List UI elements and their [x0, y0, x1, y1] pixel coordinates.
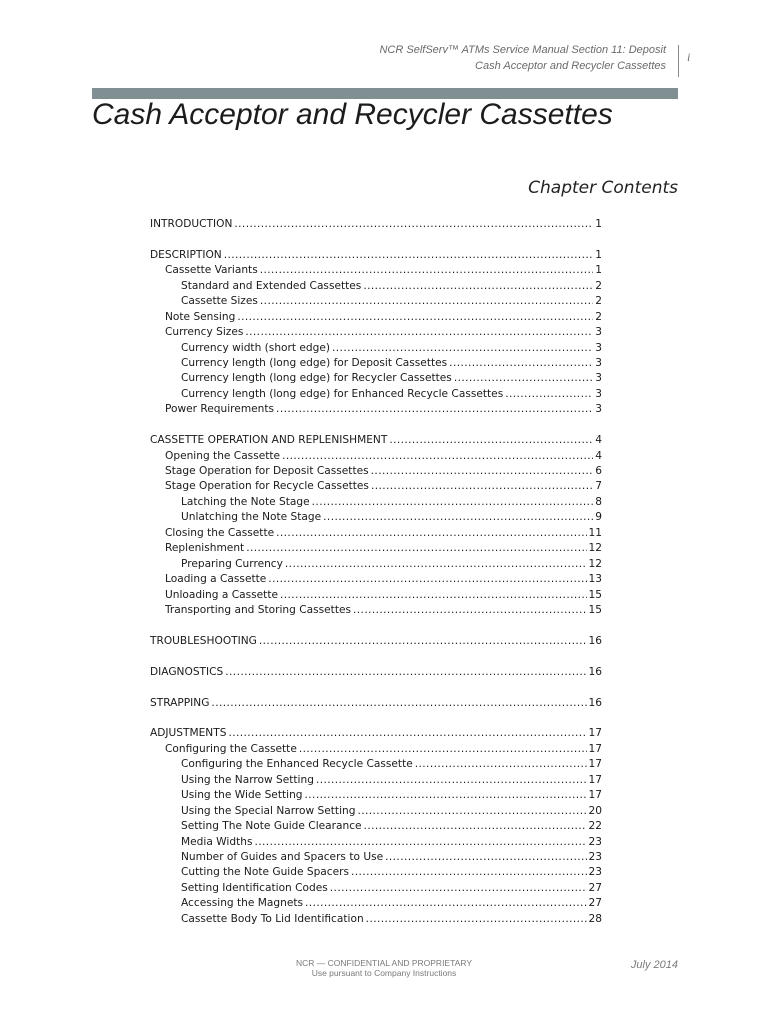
- toc-entry-page: 4: [595, 434, 602, 447]
- toc-entry[interactable]: [150, 573, 602, 588]
- toc-entry-title: Replenishment: [165, 542, 245, 555]
- toc-dot-leader: [305, 789, 587, 801]
- toc-dot-leader: [276, 527, 586, 539]
- toc-entry-title: Setting Identification Codes: [181, 881, 328, 894]
- toc-entry[interactable]: [150, 851, 602, 866]
- toc-entry-page: 20: [588, 804, 602, 817]
- toc-entry-title: Opening the Cassette: [165, 449, 281, 462]
- toc-entry-title: Closing the Cassette: [165, 526, 275, 539]
- toc-entry-page: 3: [595, 341, 602, 354]
- chapter-contents-heading: Chapter Contents: [528, 178, 678, 198]
- toc-dot-leader: [371, 480, 593, 492]
- toc-dot-leader: [330, 882, 587, 894]
- toc-entry[interactable]: [150, 774, 602, 789]
- toc-entry-title: Loading a Cassette: [165, 573, 267, 586]
- toc-dot-leader: [260, 295, 593, 307]
- toc-entry-page: 12: [588, 557, 602, 570]
- toc-entry-page: 6: [595, 465, 602, 477]
- toc-entry-title: DIAGNOSTICS: [150, 665, 224, 678]
- toc-entry[interactable]: [150, 342, 602, 357]
- footer-line-2: Use pursuant to Company Instructions: [311, 968, 457, 978]
- header-line-1: NCR SelfServ™ ATMs Service Manual Section 11: Deposit: [379, 44, 666, 56]
- toc-dot-leader: [449, 357, 593, 369]
- toc-entry-page: 13: [588, 573, 602, 586]
- toc-entry-page: 16: [588, 665, 602, 678]
- toc-entry-title: Cassette Sizes: [181, 295, 258, 308]
- toc-entry-title: Stage Operation for Recycle Cassettes: [165, 480, 369, 493]
- toc-dot-leader: [305, 897, 586, 909]
- toc-dot-leader: [254, 836, 586, 848]
- toc-dot-leader: [351, 866, 587, 878]
- toc-entry[interactable]: [150, 604, 602, 619]
- toc-entry-page: 1: [595, 264, 602, 277]
- toc-entry[interactable]: [150, 758, 602, 773]
- toc-dot-leader: [505, 388, 593, 400]
- toc-entry-page: 28: [588, 912, 602, 925]
- toc-entry[interactable]: [150, 511, 602, 526]
- toc-entry-page: 2: [595, 310, 602, 323]
- toc-entry[interactable]: [150, 388, 602, 403]
- toc-entry-page: 8: [595, 495, 602, 508]
- toc-entry-title: CASSETTE OPERATION AND REPLENISHMENT: [150, 434, 388, 447]
- toc-entry-title: Configuring the Cassette: [165, 742, 297, 755]
- toc-entry-page: 15: [588, 603, 602, 616]
- toc-entry[interactable]: [150, 897, 602, 912]
- toc-entry-page: 3: [595, 326, 602, 339]
- toc-entry[interactable]: [150, 789, 602, 804]
- toc-entry-title: Currency width (short edge): [181, 341, 331, 354]
- toc-dot-leader: [357, 805, 586, 817]
- toc-entry-page: 23: [588, 866, 602, 879]
- toc-entry-page: 2: [595, 279, 602, 292]
- toc-spacer: [150, 650, 602, 665]
- footer-date: July 2014: [630, 959, 678, 971]
- toc-entry-title: Accessing the Magnets: [181, 897, 304, 910]
- toc-entry[interactable]: [150, 496, 602, 511]
- header-page-number: i: [687, 50, 691, 64]
- toc-entry[interactable]: [150, 311, 602, 326]
- toc-dot-leader: [246, 542, 586, 554]
- toc-entry-title: Unloading a Cassette: [165, 588, 278, 601]
- toc-dot-leader: [299, 743, 587, 755]
- toc-entry[interactable]: [150, 295, 602, 310]
- toc-entry[interactable]: [150, 280, 602, 295]
- toc-entry-page: 3: [595, 372, 602, 385]
- toc-entry-title: STRAPPING: [150, 696, 210, 709]
- toc-dot-leader: [237, 311, 593, 323]
- toc-dot-leader: [268, 573, 586, 585]
- toc-entry-page: 1: [595, 218, 602, 230]
- toc-dot-leader: [364, 820, 587, 832]
- toc-entry-title: Cassette Variants: [165, 264, 258, 277]
- toc-entry-title: Power Requirements: [165, 403, 275, 416]
- toc-entry-title: Currency length (long edge) for Enhanced Recycle Cassettes: [181, 387, 504, 400]
- toc-entry-page: 1: [595, 248, 602, 261]
- toc-entry[interactable]: [150, 882, 602, 897]
- toc-entry[interactable]: [150, 866, 602, 881]
- toc-dot-leader: [280, 589, 587, 601]
- toc-entry-page: 27: [588, 897, 602, 910]
- toc-entry-title: Transporting and Storing Cassettes: [165, 603, 352, 616]
- toc-entry[interactable]: [150, 249, 602, 264]
- toc-entry[interactable]: [150, 326, 602, 341]
- toc-entry-page: 17: [588, 742, 602, 755]
- toc-entry[interactable]: [150, 465, 602, 480]
- toc-entry[interactable]: [150, 372, 602, 387]
- toc-entry-title: Unlatching the Note Stage: [181, 511, 322, 524]
- toc-entry-page: 16: [588, 696, 602, 709]
- toc-entry[interactable]: [150, 820, 602, 835]
- toc-entry-page: 9: [595, 511, 602, 524]
- toc-entry-page: 15: [588, 588, 602, 601]
- toc-entry-title: Setting The Note Guide Clearance: [181, 820, 362, 833]
- toc-dot-leader: [276, 403, 593, 415]
- toc-entry[interactable]: [150, 357, 602, 372]
- toc-entry[interactable]: [150, 589, 602, 604]
- toc-entry-title: Preparing Currency: [181, 557, 283, 570]
- toc-dot-leader: [366, 913, 587, 925]
- toc-entry[interactable]: [150, 913, 602, 928]
- toc-entry-title: Currency length (long edge) for Deposit Cassettes: [181, 356, 448, 369]
- toc-dot-leader: [282, 450, 593, 462]
- toc-dot-leader: [323, 511, 593, 523]
- toc-dot-leader: [385, 851, 586, 863]
- toc-dot-leader: [353, 604, 587, 616]
- toc-entry-page: 3: [595, 403, 602, 416]
- toc-dot-leader: [371, 465, 594, 477]
- toc-entry-page: 23: [588, 835, 602, 848]
- toc-dot-leader: [259, 635, 587, 647]
- toc-entry[interactable]: [150, 403, 602, 418]
- toc-entry-page: 7: [595, 480, 602, 493]
- toc-entry[interactable]: [150, 434, 602, 449]
- toc-dot-leader: [211, 697, 586, 709]
- toc-dot-leader: [312, 496, 594, 508]
- toc-entry[interactable]: [150, 480, 602, 495]
- toc-entry[interactable]: [150, 635, 602, 650]
- toc-entry[interactable]: [150, 558, 602, 573]
- toc-entry-title: Using the Narrow Setting: [181, 773, 314, 786]
- header-divider: [678, 45, 679, 77]
- toc-entry-title: Using the Special Narrow Setting: [181, 804, 356, 817]
- table-of-contents: [150, 218, 602, 928]
- toc-entry-title: Media Widths: [181, 835, 253, 848]
- toc-dot-leader: [363, 280, 593, 292]
- toc-entry-page: 17: [588, 789, 602, 802]
- toc-entry[interactable]: [150, 666, 602, 681]
- toc-entry-page: 11: [588, 526, 602, 539]
- toc-entry-title: Standard and Extended Cassettes: [181, 279, 362, 292]
- toc-dot-leader: [316, 774, 587, 786]
- toc-spacer: [150, 712, 602, 727]
- toc-entry-title: Note Sensing: [165, 310, 236, 323]
- toc-entry[interactable]: [150, 743, 602, 758]
- toc-entry[interactable]: [150, 450, 602, 465]
- toc-entry-title: Using the Wide Setting: [181, 789, 303, 802]
- toc-entry-page: 2: [595, 295, 602, 308]
- toc-spacer: [150, 419, 602, 434]
- toc-entry-title: ADJUSTMENTS: [150, 727, 227, 740]
- toc-entry-page: 17: [588, 758, 602, 771]
- toc-dot-leader: [234, 218, 593, 230]
- toc-entry-page: 12: [588, 542, 602, 555]
- toc-entry[interactable]: [150, 218, 602, 233]
- toc-entry-page: 22: [588, 820, 602, 833]
- toc-spacer: [150, 681, 602, 696]
- toc-dot-leader: [225, 666, 586, 678]
- toc-entry-title: Number of Guides and Spacers to Use: [181, 850, 384, 863]
- toc-entry[interactable]: [150, 697, 602, 712]
- toc-entry-page: 4: [595, 449, 602, 462]
- toc-spacer: [150, 233, 602, 248]
- toc-entry-page: 3: [595, 387, 602, 400]
- toc-entry-title: Currency Sizes: [165, 326, 244, 339]
- toc-entry-title: DESCRIPTION: [150, 248, 222, 261]
- toc-dot-leader: [454, 372, 593, 384]
- toc-entry-page: 17: [588, 727, 602, 740]
- toc-dot-leader: [260, 264, 594, 276]
- toc-entry-title: Configuring the Enhanced Recycle Cassette: [181, 758, 413, 771]
- toc-entry[interactable]: [150, 836, 602, 851]
- toc-entry-page: 17: [588, 773, 602, 786]
- toc-dot-leader: [228, 727, 586, 739]
- toc-dot-leader: [285, 558, 587, 570]
- toc-entry-title: Latching the Note Stage: [181, 495, 310, 508]
- toc-entry-title: TROUBLESHOOTING: [150, 634, 257, 647]
- toc-entry-page: 16: [588, 634, 602, 647]
- toc-entry[interactable]: [150, 542, 602, 557]
- header-line-2: Cash Acceptor and Recycler Cassettes: [475, 60, 666, 72]
- toc-entry[interactable]: [150, 727, 602, 742]
- toc-entry-title: Stage Operation for Deposit Cassettes: [165, 465, 369, 477]
- toc-dot-leader: [224, 249, 594, 261]
- toc-entry-page: 3: [595, 356, 602, 369]
- toc-spacer: [150, 619, 602, 634]
- toc-entry[interactable]: [150, 805, 602, 820]
- toc-entry-title: INTRODUCTION: [150, 218, 233, 230]
- toc-entry-title: Cassette Body To Lid Identification: [181, 912, 364, 925]
- toc-dot-leader: [245, 326, 593, 338]
- page-title: Cash Acceptor and Recycler Cassettes: [92, 98, 613, 131]
- toc-entry[interactable]: [150, 264, 602, 279]
- toc-dot-leader: [389, 434, 593, 446]
- toc-entry-title: Cutting the Note Guide Spacers: [181, 866, 349, 879]
- toc-dot-leader: [332, 342, 593, 354]
- toc-dot-leader: [415, 758, 587, 770]
- toc-entry-title: Currency length (long edge) for Recycler Cassettes: [181, 372, 452, 385]
- toc-entry-page: 27: [588, 881, 602, 894]
- toc-entry-page: 23: [588, 850, 602, 863]
- toc-entry[interactable]: [150, 527, 602, 542]
- footer-line-1: NCR — CONFIDENTIAL AND PROPRIETARY: [295, 958, 472, 968]
- running-header: [379, 42, 666, 74]
